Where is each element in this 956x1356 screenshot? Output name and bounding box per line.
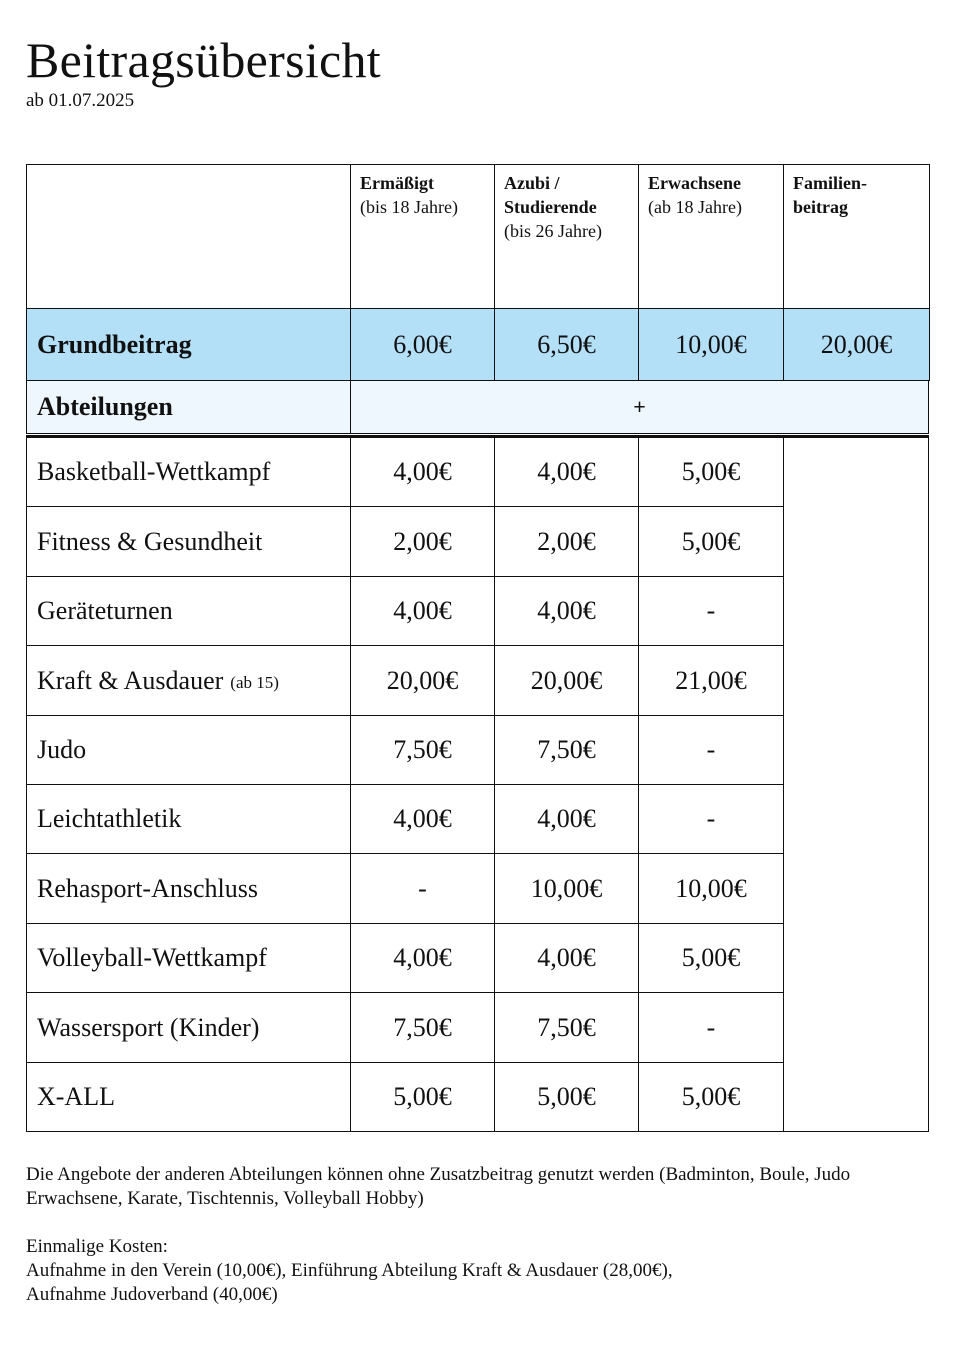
department-name-cell — [26, 576, 351, 646]
department-fee — [494, 923, 639, 993]
fee-value: 2,00€ — [393, 526, 452, 556]
column-header-age-range: (ab 18 Jahre) — [648, 197, 742, 217]
column-header-age-range: (bis 18 Jahre) — [360, 197, 458, 217]
grundbeitrag-value — [783, 308, 930, 381]
department-fee — [638, 645, 784, 716]
fee-value: - — [706, 1012, 716, 1042]
fee-value: 20,00€ — [386, 665, 459, 695]
page-title: Beitragsübersicht — [26, 32, 382, 88]
department-name: Basketball-Wettkampf — [37, 457, 271, 486]
free-offers-note: Die Angebote der anderen Abteilungen können ohne Zusatzbeitrag genutzt werden (Badminton, Boule, Judo Erwachsene, Karate, Tischtennis, Volleyball Hobby) — [26, 1164, 851, 1209]
department-name: Judo — [37, 735, 87, 764]
fee-value: - — [418, 873, 427, 903]
department-name-cell — [26, 715, 351, 785]
department-fee — [638, 784, 784, 854]
fee-value: 4,00€ — [537, 457, 596, 486]
fee-value: 2,00€ — [537, 526, 596, 556]
department-fee — [638, 1062, 784, 1132]
department-fee — [350, 715, 495, 785]
column-header-age-range: (bis 26 Jahre) — [504, 221, 602, 241]
fee-value: - — [706, 596, 716, 625]
valid-from-date: ab 01.07.2025 — [26, 90, 135, 111]
department-fee — [350, 645, 495, 716]
column-header-title: Azubi / Studierende — [504, 173, 597, 217]
fee-value: 10,00€ — [675, 329, 747, 359]
department-name: Geräteturnen — [37, 596, 173, 625]
grundbeitrag-label-cell — [26, 308, 351, 381]
department-fee — [350, 437, 495, 507]
department-name-cell — [26, 1062, 351, 1132]
fee-value: 10,00€ — [675, 873, 747, 903]
department-fee — [494, 645, 639, 716]
fee-value: 6,00€ — [393, 329, 452, 359]
abteilungen-label-cell — [26, 380, 351, 434]
column-header-title: Erwachsene — [648, 173, 741, 193]
department-name: Leichtathletik — [37, 804, 182, 833]
onetime-costs-heading: Einmalige Kosten: — [26, 1236, 168, 1257]
familienbeitrag-empty-cell — [783, 437, 929, 1132]
fee-value: 6,50€ — [537, 329, 596, 359]
department-fee — [350, 576, 495, 646]
department-fee — [494, 853, 639, 924]
fee-value: 5,00€ — [681, 1082, 741, 1111]
department-fee — [638, 715, 784, 785]
fee-value: 4,00€ — [393, 943, 452, 972]
abteilungen-plus-cell — [350, 380, 929, 434]
fee-value: - — [706, 735, 716, 764]
fee-value: 5,00€ — [537, 1082, 596, 1111]
grundbeitrag-label: Grundbeitrag — [37, 329, 192, 359]
department-fee — [494, 1062, 639, 1132]
fee-value: 5,00€ — [681, 457, 741, 486]
fee-value: 4,00€ — [537, 804, 596, 833]
department-fee — [638, 506, 784, 577]
column-header — [638, 164, 784, 309]
department-note: (ab 15) — [230, 673, 279, 692]
department-fee — [494, 715, 639, 785]
column-header-title: Ermäßigt — [360, 173, 434, 193]
department-name-cell — [26, 784, 351, 854]
fee-value: 7,50€ — [393, 735, 452, 764]
column-header-title: Familien-beitrag — [793, 173, 867, 217]
department-name: Kraft & Ausdauer — [37, 665, 224, 695]
department-name: Wassersport (Kinder) — [37, 1012, 260, 1042]
department-name: X-ALL — [37, 1082, 115, 1111]
department-fee — [350, 923, 495, 993]
column-header — [783, 164, 930, 309]
department-name: Volleyball-Wettkampf — [37, 943, 267, 972]
abteilungen-label: Abteilungen — [37, 392, 173, 421]
fee-value: 21,00€ — [675, 665, 747, 695]
department-fee — [638, 853, 784, 924]
fee-value: 4,00€ — [393, 596, 452, 625]
department-name-cell — [26, 992, 351, 1063]
fee-value: 4,00€ — [537, 596, 596, 625]
fee-value: 7,50€ — [537, 735, 596, 764]
fee-value: 4,00€ — [537, 943, 596, 972]
fee-value: 10,00€ — [530, 873, 603, 903]
header-empty-cell — [26, 164, 351, 309]
fee-value: 5,00€ — [681, 943, 741, 972]
department-fee — [494, 437, 639, 507]
department-fee — [350, 853, 495, 924]
department-name-cell — [26, 923, 351, 993]
department-fee — [350, 1062, 495, 1132]
fee-value: 7,50€ — [537, 1012, 596, 1042]
department-fee — [638, 992, 784, 1063]
fee-value: 4,00€ — [393, 804, 452, 833]
department-fee — [350, 784, 495, 854]
department-name-cell — [26, 437, 351, 507]
department-fee — [494, 576, 639, 646]
department-fee — [494, 784, 639, 854]
column-header — [350, 164, 495, 309]
fee-value: 5,00€ — [393, 1082, 452, 1111]
department-fee — [638, 437, 784, 507]
column-header — [494, 164, 639, 309]
department-name-cell — [26, 506, 351, 577]
grundbeitrag-value — [638, 308, 784, 381]
department-name: Fitness & Gesundheit — [37, 526, 263, 556]
fee-value: 7,50€ — [393, 1012, 452, 1042]
fee-value: 20,00€ — [530, 665, 603, 695]
fee-value: 20,00€ — [820, 329, 893, 359]
department-fee — [494, 506, 639, 577]
department-fee — [494, 992, 639, 1063]
grundbeitrag-value — [350, 308, 495, 381]
notes — [26, 1163, 936, 1307]
onetime-costs-line: Aufnahme in den Verein (10,00€), Einführung Abteilung Kraft & Ausdauer (28,00€), — [26, 1260, 673, 1281]
department-name: Rehasport-Anschluss — [37, 873, 258, 903]
department-fee — [350, 992, 495, 1063]
plus-sign: + — [633, 394, 646, 419]
fee-value: - — [706, 804, 716, 833]
grundbeitrag-value — [494, 308, 639, 381]
department-fee — [638, 923, 784, 993]
department-name-cell — [26, 853, 351, 924]
department-fee — [638, 576, 784, 646]
department-fee — [350, 506, 495, 577]
fee-value: 5,00€ — [681, 526, 741, 556]
onetime-costs-line: Aufnahme Judoverband (40,00€) — [26, 1284, 278, 1305]
department-name-cell — [26, 645, 351, 716]
fee-value: 4,00€ — [393, 457, 452, 486]
